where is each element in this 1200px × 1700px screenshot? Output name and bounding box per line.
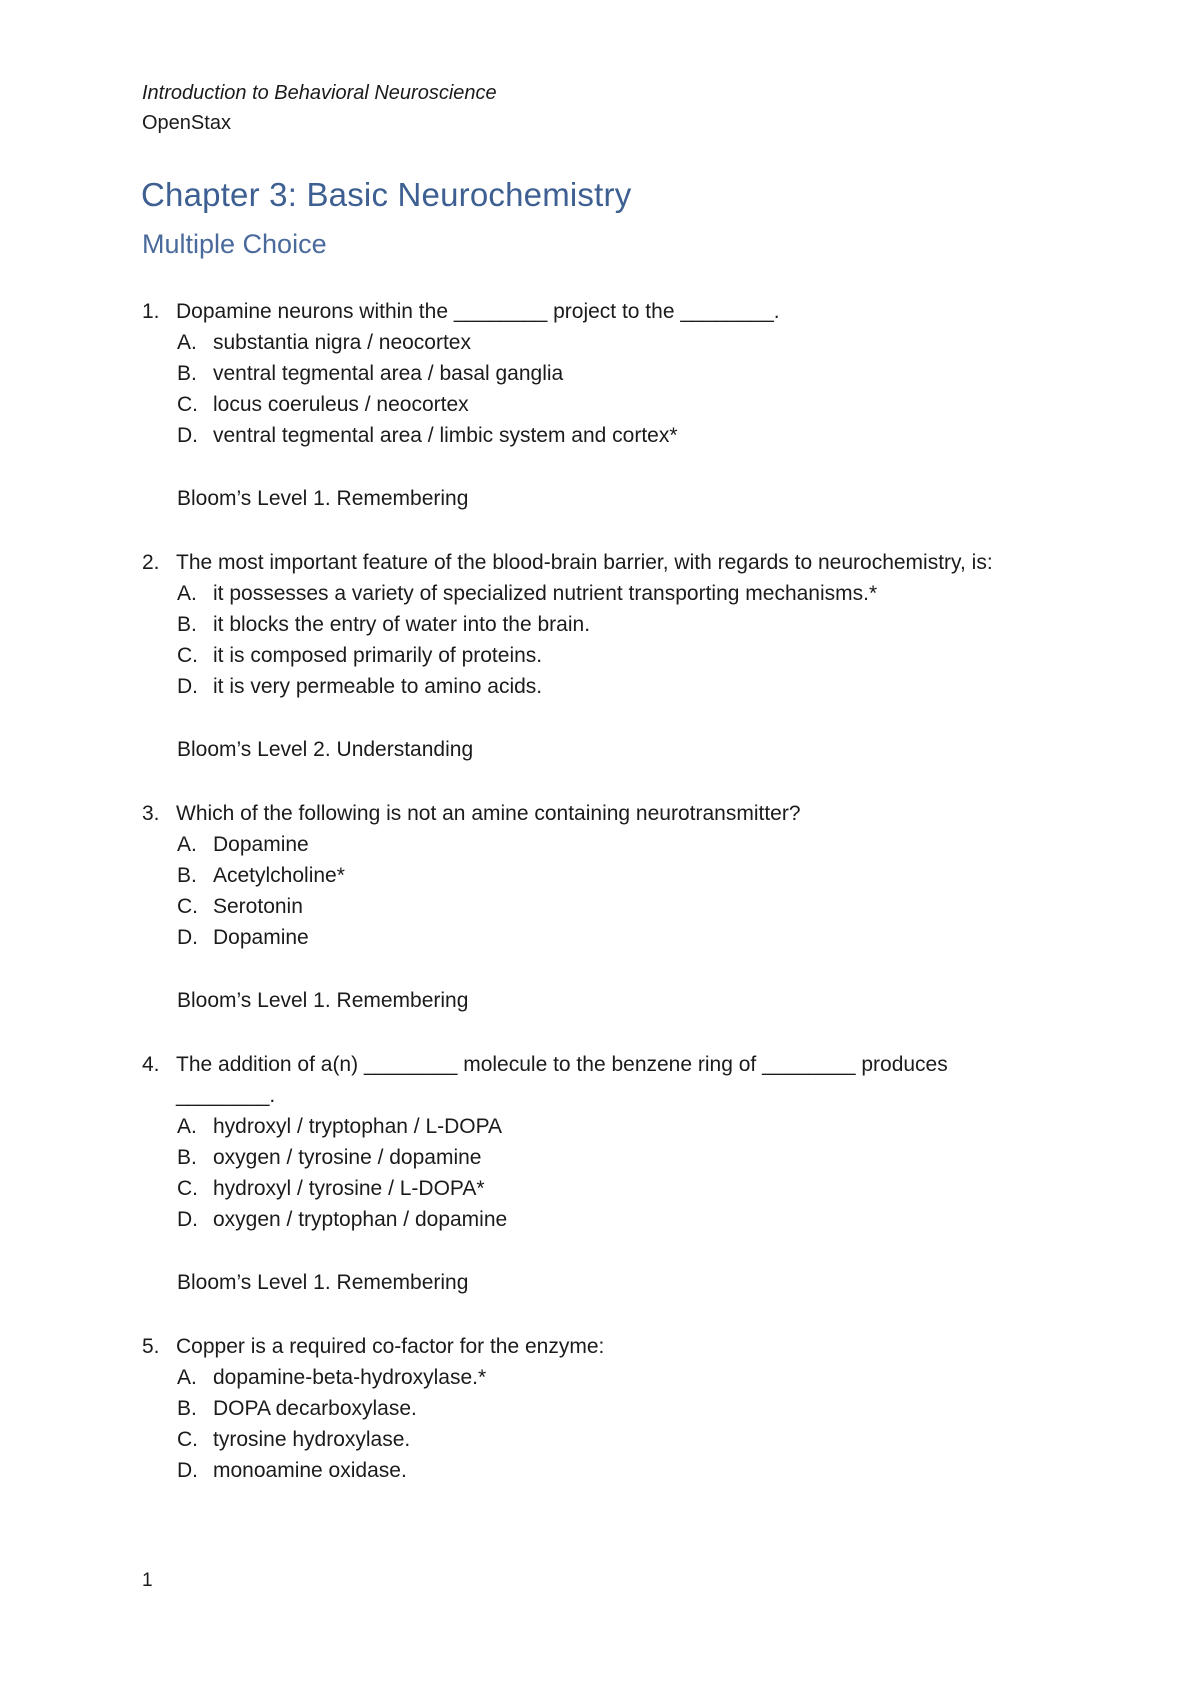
question-text: Which of the following is not an amine containing neurotransmitter? [176,802,801,825]
option-a [177,829,1072,860]
option-a [177,1362,1072,1393]
blooms-level: Bloom’s Level 1. Remembering [177,487,469,510]
option-b [177,609,1072,640]
option-letter: B. [177,864,197,887]
question-number: 5. [142,1335,160,1358]
option-text: Acetylcholine* [213,864,345,887]
option-b [177,1393,1072,1424]
question-1 [142,296,1072,514]
option-c [177,891,1072,922]
option-list [142,327,1072,451]
option-text: it possesses a variety of specialized nutrient transporting mechanisms.* [213,582,878,605]
publisher: OpenStax [142,112,231,134]
option-letter: B. [177,362,197,385]
option-text: ventral tegmental area / limbic system and cortex* [213,424,678,447]
option-letter: C. [177,644,198,667]
page-number: 1 [142,1570,153,1591]
option-text: dopamine-beta-hydroxylase.* [213,1366,487,1389]
option-letter: B. [177,1397,197,1420]
question-4 [142,1049,1072,1298]
option-letter: D. [177,675,198,698]
option-text: it is very permeable to amino acids. [213,675,543,698]
option-c [177,389,1072,420]
option-text: tyrosine hydroxylase. [213,1428,411,1451]
option-d [177,922,1072,953]
option-text: Dopamine [213,833,309,856]
option-text: it is composed primarily of proteins. [213,644,543,667]
question-text: The addition of a(n) ________ molecule to the benzene ring of ________ produces [176,1053,948,1076]
option-text: substantia nigra / neocortex [213,331,471,354]
option-c [177,640,1072,671]
option-letter: D. [177,926,198,949]
option-c [177,1173,1072,1204]
option-d [177,1455,1072,1486]
blooms-level: Bloom’s Level 1. Remembering [177,1271,469,1294]
option-letter: C. [177,1428,198,1451]
question-number: 4. [142,1053,160,1076]
question-number: 1. [142,300,160,323]
option-list [142,1362,1072,1486]
option-text: hydroxyl / tyrosine / L-DOPA* [213,1177,485,1200]
question-3 [142,798,1072,1016]
option-letter: C. [177,895,198,918]
option-b [177,860,1072,891]
question-text: The most important feature of the blood-brain barrier, with regards to neurochemistry, is: [176,551,993,574]
option-letter: C. [177,393,198,416]
option-text: DOPA decarboxylase. [213,1397,417,1420]
option-text: ventral tegmental area / basal ganglia [213,362,564,385]
option-letter: D. [177,1459,198,1482]
option-letter: A. [177,1115,197,1138]
option-letter: B. [177,613,197,636]
option-letter: B. [177,1146,197,1169]
option-letter: D. [177,424,198,447]
option-letter: A. [177,1366,197,1389]
option-letter: C. [177,1177,198,1200]
option-c [177,1424,1072,1455]
question-number: 3. [142,802,160,825]
option-letter: D. [177,1208,198,1231]
question-2 [142,547,1072,765]
option-list [142,578,1072,702]
option-text: hydroxyl / tryptophan / L-DOPA [213,1115,503,1138]
option-d [177,1204,1072,1235]
option-letter: A. [177,833,197,856]
option-text: it blocks the entry of water into the brain. [213,613,591,636]
question-text: Copper is a required co-factor for the enzyme: [176,1335,605,1358]
option-letter: A. [177,331,197,354]
option-b [177,1142,1072,1173]
question-text-continuation: ________. [176,1084,276,1107]
option-list [142,1111,1072,1235]
section-title: Multiple Choice [142,229,327,259]
option-text: Serotonin [213,895,303,918]
option-a [177,578,1072,609]
option-text: monoamine oxidase. [213,1459,407,1482]
option-b [177,358,1072,389]
book-title: Introduction to Behavioral Neuroscience [142,82,497,104]
option-d [177,420,1072,451]
question-text: Dopamine neurons within the ________ project to the ________. [176,300,780,323]
document-header [142,78,497,138]
question-number: 2. [142,551,160,574]
option-list [142,829,1072,953]
option-a [177,327,1072,358]
option-a [177,1111,1072,1142]
chapter-title: Chapter 3: Basic Neurochemistry [141,176,632,213]
option-text: oxygen / tryptophan / dopamine [213,1208,508,1231]
blooms-level: Bloom’s Level 2. Understanding [177,738,474,761]
option-text: oxygen / tyrosine / dopamine [213,1146,482,1169]
option-text: locus coeruleus / neocortex [213,393,469,416]
option-d [177,671,1072,702]
question-list [142,296,1072,1486]
question-5 [142,1331,1072,1486]
option-letter: A. [177,582,197,605]
blooms-level: Bloom’s Level 1. Remembering [177,989,469,1012]
option-text: Dopamine [213,926,309,949]
